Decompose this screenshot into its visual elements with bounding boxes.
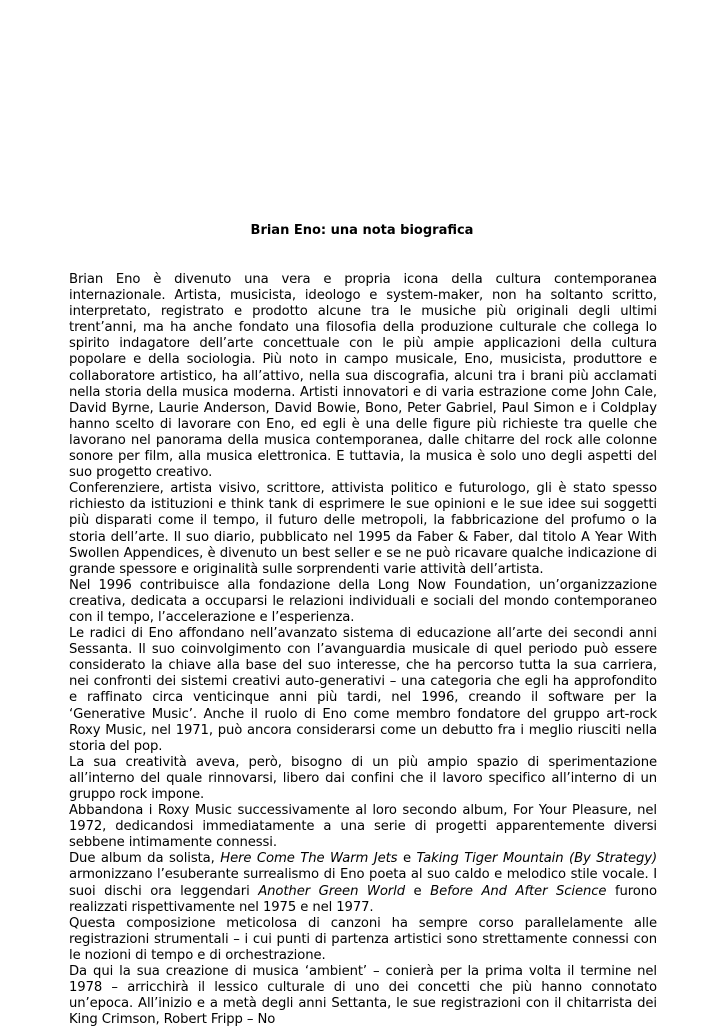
text-span: e xyxy=(397,851,417,867)
paragraph-creativity: La sua creatività aveva, però, bisogno di un più ampio spazio di sperimentazione all’interno del quale rinnovarsi, libero dai confini che il lavoro specifico all’interno di un gruppo rock impone. xyxy=(69,754,657,802)
paragraph-solo-albums xyxy=(69,851,657,915)
paragraph-lecturer: Conferenziere, artista visivo, scrittore, attivista politico e futurologo, gli è stato spesso richiesto da istituzioni e think tank di esprimere le sue opinioni e le sue idee sui soggetti più disparati come il tempo, il futuro delle metropoli, la fabbricazione del profumo o la storia dell’arte. Il suo diario, pubblicato nel 1995 da Faber & Faber, dal titolo A Year With Swollen Appendices, è divenuto un best seller e se ne può ricavare qualche indicazione di grande spessore e originalità sulle sorprendenti varie attività dell’artista. xyxy=(69,481,657,577)
paragraph-long-now: Nel 1996 contribuisce alla fondazione della Long Now Foundation, un’organizzazione creativa, dedicata a occuparsi le relazioni individuali e sociali del mondo contemporaneo con il tempo, l’accelerazione e l’esperienza. xyxy=(69,577,657,625)
text-span: e xyxy=(404,883,431,899)
paragraph-intro: Brian Eno è divenuto una vera e propria icona della cultura contemporanea internazionale. Artista, musicista, ideologo e system-maker, non ha soltanto scritto, interpretato, registrato e prodotto alcune tra le musiche più originali degli ultimi trent’anni, ma ha anche fondato una filosofia della produzione culturale che collega lo spirito indagatore dell’arte concettuale con le più ampie applicazioni della cultura popolare e della sociologia. Più noto in campo musicale, Eno, musicista, produttore e collaboratore artistico, ha all’attivo, nella sua discografia, alcuni tra i brani più acclamati nella storia della musica moderna. Artisti innovatori e di varia estrazione come John Cale, David Byrne, Laurie Anderson, David Bowie, Bono, Peter Gabriel, Paul Simon e i Coldplay hanno scelto di lavorare con Eno, ed egli è una delle figure più richieste tra quelle che lavorano nel panorama della musica contemporanea, dalle chitarre del rock alle colonne sonore per film, alla musica elettronica. E tuttavia, la musica è solo uno degli aspetti del suo progetto creativo. xyxy=(69,272,657,481)
document-body xyxy=(69,272,657,1028)
text-span: Due album da solista, xyxy=(69,851,221,867)
paragraph-roots: Le radici di Eno affondano nell’avanzato sistema di educazione all’arte dei secondi anni Sessanta. Il suo coinvolgimento con l’avanguardia musicale di quel periodo può essere considerato la chiave alla base del suo interesse, che ha percorso tutta la sua carriera, nei confronti dei sistemi creativi auto-generativi – una categoria che egli ha approfondito e raffinato circa venticinque anni più tardi, nel 1996, creando il software per la ‘Generative Music’. Anche il ruolo di Eno come membro fondatore del gruppo art-rock Roxy Music, nel 1971, può ancora considerarsi come un debutto fra i meglio riusciti nella storia del pop. xyxy=(69,626,657,754)
album-title: Taking Tiger Mountain (By Strategy) xyxy=(416,851,657,867)
paragraph-roxy-music: Abbandona i Roxy Music successivamente al loro secondo album, For Your Pleasure, nel 1972, dedicandosi immediatamente a una serie di progetti apparentemente diversi sebbene intimamente connessi. xyxy=(69,803,657,851)
text-span: armonizzano l’esuberante surrealismo di Eno poeta al suo caldo e melodico stile vocale. I suoi dischi ora leggendari xyxy=(69,867,657,899)
paragraph-ambient: Da qui la sua creazione di musica ‘ambient’ – conierà per la prima volta il termine nel 1978 – arricchirà il lessico culturale di uno dei concetti che più hanno connotato un’epoca. All’inizio e a metà degli anni Settanta, le sue registrazioni con il chitarrista dei King Crimson, Robert Fripp – No xyxy=(69,964,657,1028)
album-title: Here Come The Warm Jets xyxy=(220,851,398,867)
album-title: Another Green World xyxy=(258,883,405,899)
text-span: furono realizzati rispettivamente nel 1975 e nel 1977. xyxy=(69,883,657,915)
paragraph-composition: Questa composizione meticolosa di canzoni ha sempre corso parallelamente alle registrazioni strumentali – i cui punti di partenza artistici sono strettamente connessi con le nozioni di tempo e di orchestrazione. xyxy=(69,915,657,963)
document-title: Brian Eno: una nota biografica xyxy=(250,223,474,238)
album-title: Before And After Science xyxy=(430,883,607,899)
